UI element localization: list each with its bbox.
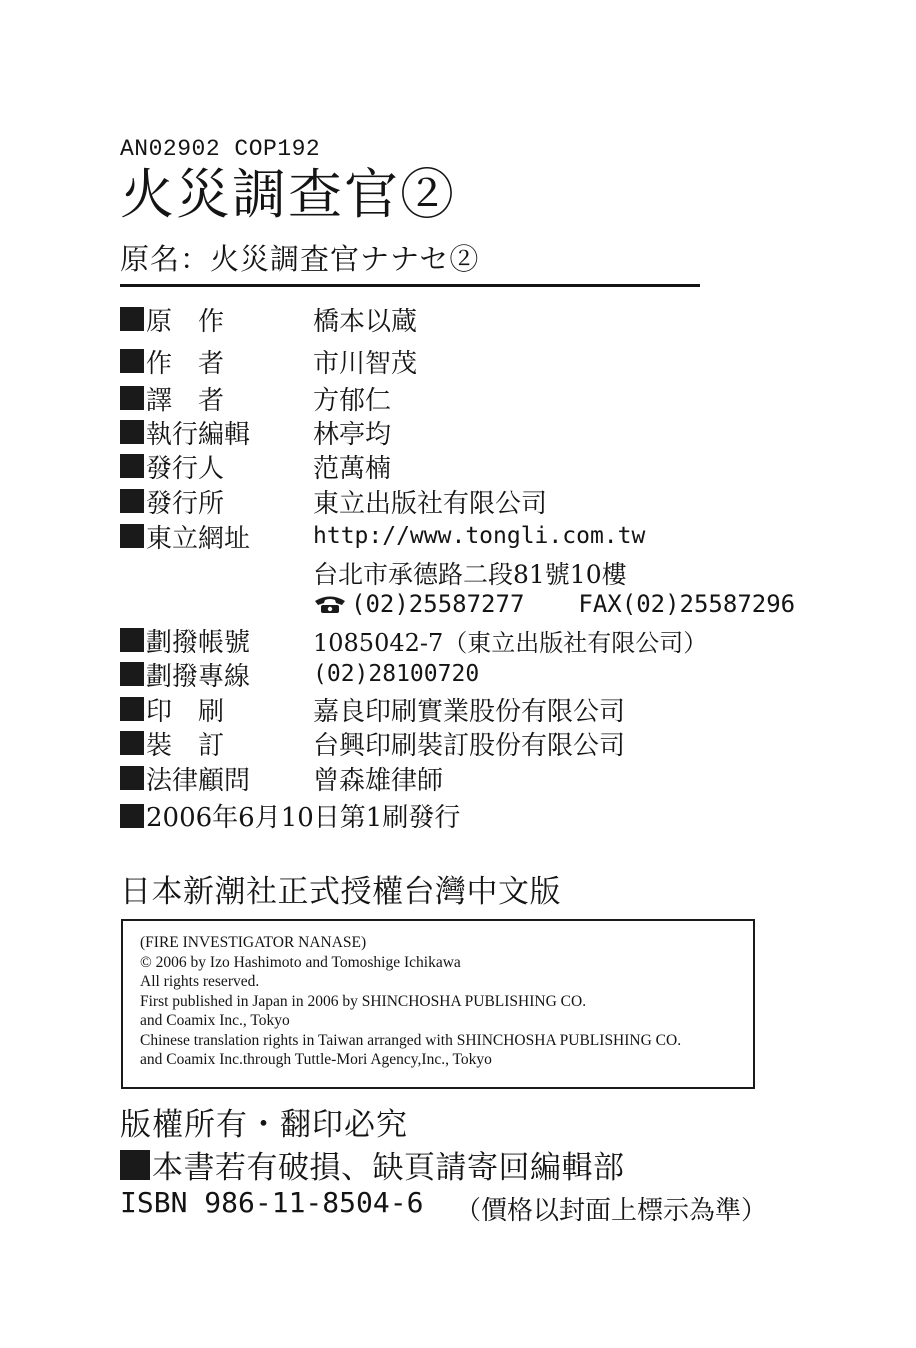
contact-line [313,590,795,618]
credit-row-printing [120,692,626,727]
title-divider [120,284,700,287]
credit-value: 林亭均 [313,419,392,450]
copyright-line: First published in Japan in 2006 by SHINCHOSHA PUBLISHING CO. [140,992,587,1010]
publish-date: 2006年6月10日第1刷發行 [146,803,461,833]
credit-row-editor [120,415,392,450]
license-statement: 日本新潮社正式授權台灣中文版 [120,874,561,910]
credit-label: 原 作 [146,306,225,337]
bullet-square-icon [120,386,144,410]
credit-value: 范萬楠 [313,453,392,484]
credit-value: 方郁仁 [313,385,392,416]
bullet-square-icon [120,731,144,755]
bullet-square-icon [120,489,144,513]
product-code: AN02902 COP192 [120,136,321,162]
copyright-line: and Coamix Inc.through Tuttle-Mori Agency,Inc., Tokyo [140,1051,492,1068]
bullet-square-icon [120,454,144,478]
fax-number: FAX(02)25587296 [578,590,796,618]
credit-row-postal-line [120,657,480,692]
credit-label: 劃撥帳號 [146,627,251,658]
rights-notice: 版權所有・翻印必究 [120,1107,408,1143]
phone-number: (02)25587277 [351,590,525,618]
damaged-notice-row [120,1142,625,1187]
copyright-line: © 2006 by Izo Hashimoto and Tomoshige Ichikawa [140,953,461,971]
copyright-box [121,919,755,1089]
credit-label: 發行人 [146,453,225,484]
credit-label: 印 刷 [146,696,225,727]
copyright-line: and Coamix Inc., Tokyo [140,1012,290,1029]
credit-row-publisher-person [120,449,392,484]
copyright-line: All rights reserved. [140,973,260,990]
credit-label: 譯 者 [146,385,225,416]
telephone-icon [313,594,347,614]
book-title: 火災調查官② [120,163,456,226]
original-title: 原名：火災調査官ナナセ② [120,242,480,276]
bullet-square-icon [120,628,144,652]
credit-label: 執行編輯 [146,419,251,450]
credit-value: 市川智茂 [313,348,418,379]
publish-date-row [120,797,460,834]
credit-value: 東立出版社有限公司 [313,488,548,519]
bullet-square-icon [120,697,144,721]
website-url: http://www.tongli.com.tw [313,523,646,549]
bullet-square-icon [120,349,144,373]
credit-label: 發行所 [146,488,225,519]
credit-value: 橋本以蔵 [313,306,418,337]
credit-row-postal-account [120,623,708,658]
credit-label: 法律顧問 [146,765,251,796]
credit-label: 東立網址 [146,523,251,554]
bullet-square-icon [120,307,144,331]
credit-row-translator [120,381,392,416]
copyright-line: Chinese translation rights in Taiwan arranged with SHINCHOSHA PUBLISHING CO. [140,1031,682,1049]
damaged-notice: 本書若有破損、缺頁請寄回編輯部 [152,1150,625,1186]
credit-row-original-author [120,302,418,337]
credit-row-binding [120,726,626,761]
credit-value: 1085042-7（東立出版社有限公司） [313,628,708,657]
credit-value: 台興印刷裝訂股份有限公司 [313,730,626,761]
credit-value: 曾森雄律師 [313,765,444,796]
credit-row-website [120,519,646,554]
credit-label: 劃撥專線 [146,661,251,692]
bullet-square-icon [120,420,144,444]
price-note: （價格以封面上標示為準） [455,1196,768,1226]
credit-label: 作 者 [146,348,225,379]
isbn: ISBN 986-11-8504-6 [120,1186,424,1219]
copyright-line: (FIRE INVESTIGATOR NANASE) [140,934,367,951]
credit-value: 嘉良印刷實業股份有限公司 [313,696,626,727]
bullet-square-icon [120,662,144,686]
bullet-square-icon [120,1150,150,1180]
credit-row-publisher [120,484,548,519]
credit-row-legal [120,761,444,796]
credit-value: (02)28100720 [313,661,480,687]
bullet-square-icon [120,766,144,790]
bullet-square-icon [120,524,144,548]
credit-row-artist [120,344,418,379]
address: 台北市承德路二段81號10樓 [313,560,627,589]
credit-label: 裝 訂 [146,730,225,761]
bullet-square-icon [120,804,144,828]
